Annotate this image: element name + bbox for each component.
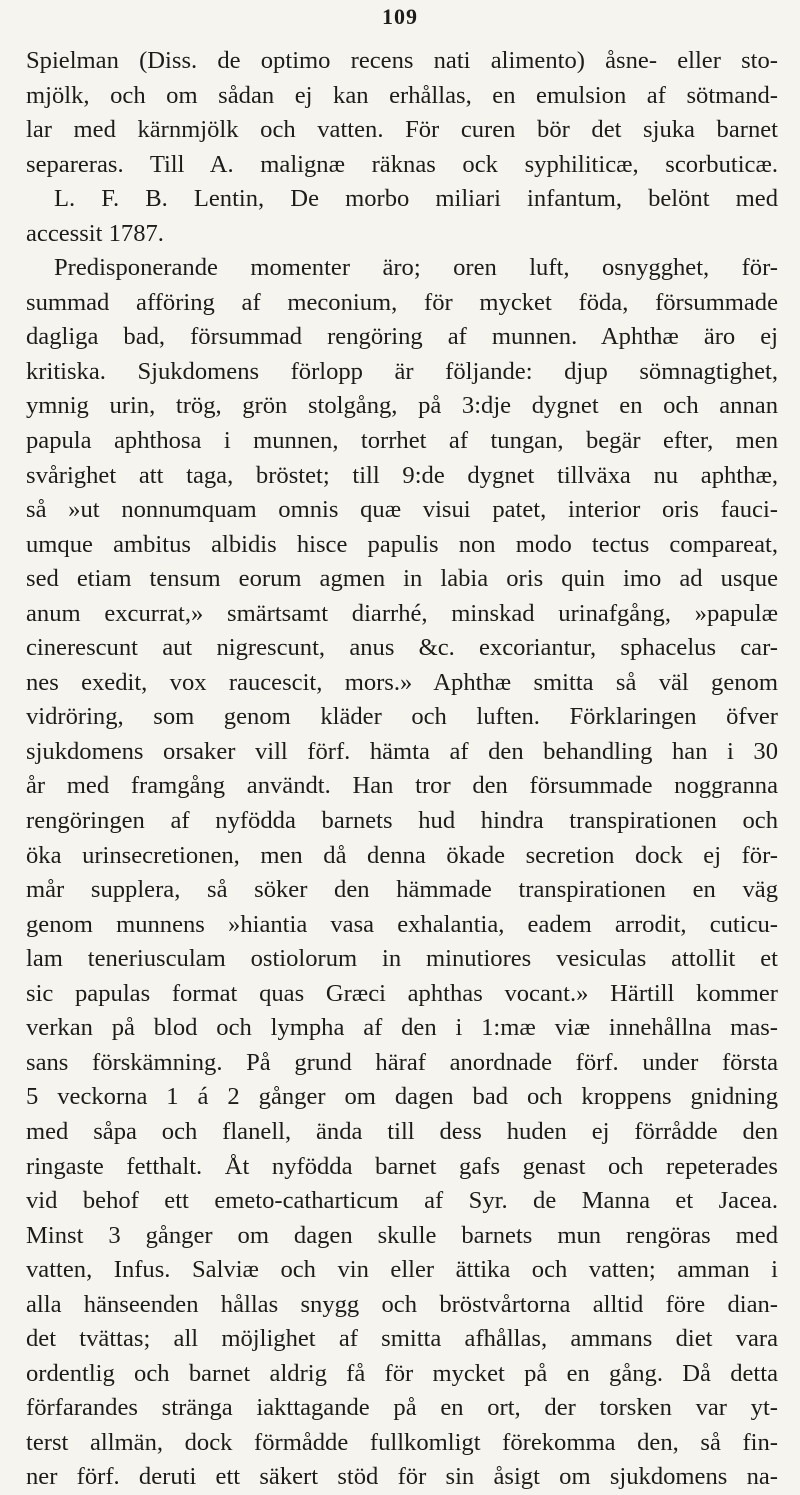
text-line: sjukdomens orsaker vill förf. hämta af den behandling han i 30 bbox=[26, 737, 778, 765]
text-line: lam teneriusculam ostiolorum in minutiores vesiculas attollit et bbox=[26, 945, 778, 973]
text-line: summad afföring af meconium, för mycket föda, försummade bbox=[26, 288, 778, 316]
text-line: ner förf. deruti ett säkert stöd för sin åsigt om sjukdomens na- bbox=[26, 1463, 778, 1491]
text-line: sed etiam tensum eorum agmen in labia oris quin imo ad usque bbox=[26, 565, 778, 593]
text-line: Predisponerande momenter äro; oren luft, osnygghet, för- bbox=[54, 254, 778, 282]
text-line: dagliga bad, försummad rengöring af munnen. Aphthæ äro ej bbox=[26, 323, 778, 351]
text-line: mår supplera, så söker den hämmade transpirationen en väg bbox=[26, 876, 778, 904]
text-line: Minst 3 gånger om dagen skulle barnets mun rengöras med bbox=[26, 1221, 778, 1249]
text-line: umque ambitus albidis hisce papulis non modo tectus compareat, bbox=[26, 530, 778, 558]
text-line: lar med kärnmjölk och vatten. För curen bör det sjuka barnet bbox=[26, 116, 778, 144]
text-line: sans förskämning. På grund häraf anordnade förf. under första bbox=[26, 1048, 778, 1076]
paragraph bbox=[26, 251, 778, 1495]
text-line: vatten, Infus. Salviæ och vin eller ättika och vatten; amman i bbox=[26, 1256, 778, 1284]
text-line: ordentlig och barnet aldrig få för mycket på en gång. Då detta bbox=[26, 1359, 778, 1387]
text-line: alla hänseenden hållas snygg och bröstvårtorna alltid före dian- bbox=[26, 1290, 778, 1318]
text-line: verkan på blod och lympha af den i 1:mæ viæ innehållna mas- bbox=[26, 1014, 778, 1042]
text-line: vidröring, som genom kläder och luften. Förklaringen öfver bbox=[26, 703, 778, 731]
text-line: L. F. B. Lentin, De morbo miliari infantum, belönt med bbox=[54, 185, 778, 213]
paragraph bbox=[26, 182, 778, 251]
text-line: nes exedit, vox raucescit, mors.» Aphthæ smitta så väl genom bbox=[26, 668, 778, 696]
text-line: accessit 1787. bbox=[26, 219, 164, 247]
text-line: cinerescunt aut nigrescunt, anus &c. excoriantur, sphacelus car- bbox=[26, 634, 778, 662]
text-line: 5 veckorna 1 á 2 gånger om dagen bad och kroppens gnidning bbox=[26, 1083, 778, 1111]
text-line: ringaste fetthalt. Åt nyfödda barnet gafs genast och repeterades bbox=[26, 1152, 778, 1180]
text-line: öka urinsecretionen, men då denna ökade secretion dock ej för- bbox=[26, 841, 778, 869]
text-line: Spielman (Diss. de optimo recens nati alimento) åsne- eller sto- bbox=[26, 47, 778, 74]
text-line: mjölk, och om sådan ej kan erhållas, en emulsion af sötmand- bbox=[26, 81, 778, 109]
text-line: sic papulas format quas Græci aphthas vocant.» Härtill kommer bbox=[26, 979, 778, 1007]
text-line: anum excurrat,» smärtsamt diarrhé, minskad urinafgång, »papulæ bbox=[26, 599, 778, 627]
text-line: genom munnens »hiantia vasa exhalantia, eadem arrodit, cuticu- bbox=[26, 910, 778, 938]
text-line: det tvättas; all möjlighet af smitta afhållas, ammans diet vara bbox=[26, 1325, 778, 1353]
paragraph bbox=[26, 44, 778, 182]
text-line: förfarandes stränga iakttagande på en ort, der torsken var yt- bbox=[26, 1394, 778, 1422]
text-line: med såpa och flanell, ända till dess huden ej förrådde den bbox=[26, 1117, 778, 1145]
text-line: rengöringen af nyfödda barnets hud hindra transpirationen och bbox=[26, 807, 778, 835]
text-line: separeras. Till A. malignæ räknas ock syphiliticæ, scorbuticæ. bbox=[26, 150, 778, 178]
text-line: så »ut nonnumquam omnis quæ visui patet, interior oris fauci- bbox=[26, 496, 778, 524]
body-text bbox=[26, 44, 778, 1495]
text-line: år med framgång användt. Han tror den försummade noggranna bbox=[26, 772, 778, 800]
text-line: vid behof ett emeto-catharticum af Syr. de Manna et Jacea. bbox=[26, 1187, 778, 1215]
text-line: terst allmän, dock förmådde fullkomligt förekomma den, så fin- bbox=[26, 1428, 778, 1456]
page-number: 109 bbox=[382, 4, 418, 29]
text-line: kritiska. Sjukdomens förlopp är följande: djup sömnagtighet, bbox=[26, 357, 778, 385]
text-line: svårighet att taga, bröstet; till 9:de dygnet tillväxa nu aphthæ, bbox=[26, 461, 778, 489]
text-line: ymnig urin, trög, grön stolgång, på 3:dje dygnet en och annan bbox=[26, 392, 778, 420]
text-line: papula aphthosa i munnen, torrhet af tungan, begär efter, men bbox=[26, 427, 778, 455]
